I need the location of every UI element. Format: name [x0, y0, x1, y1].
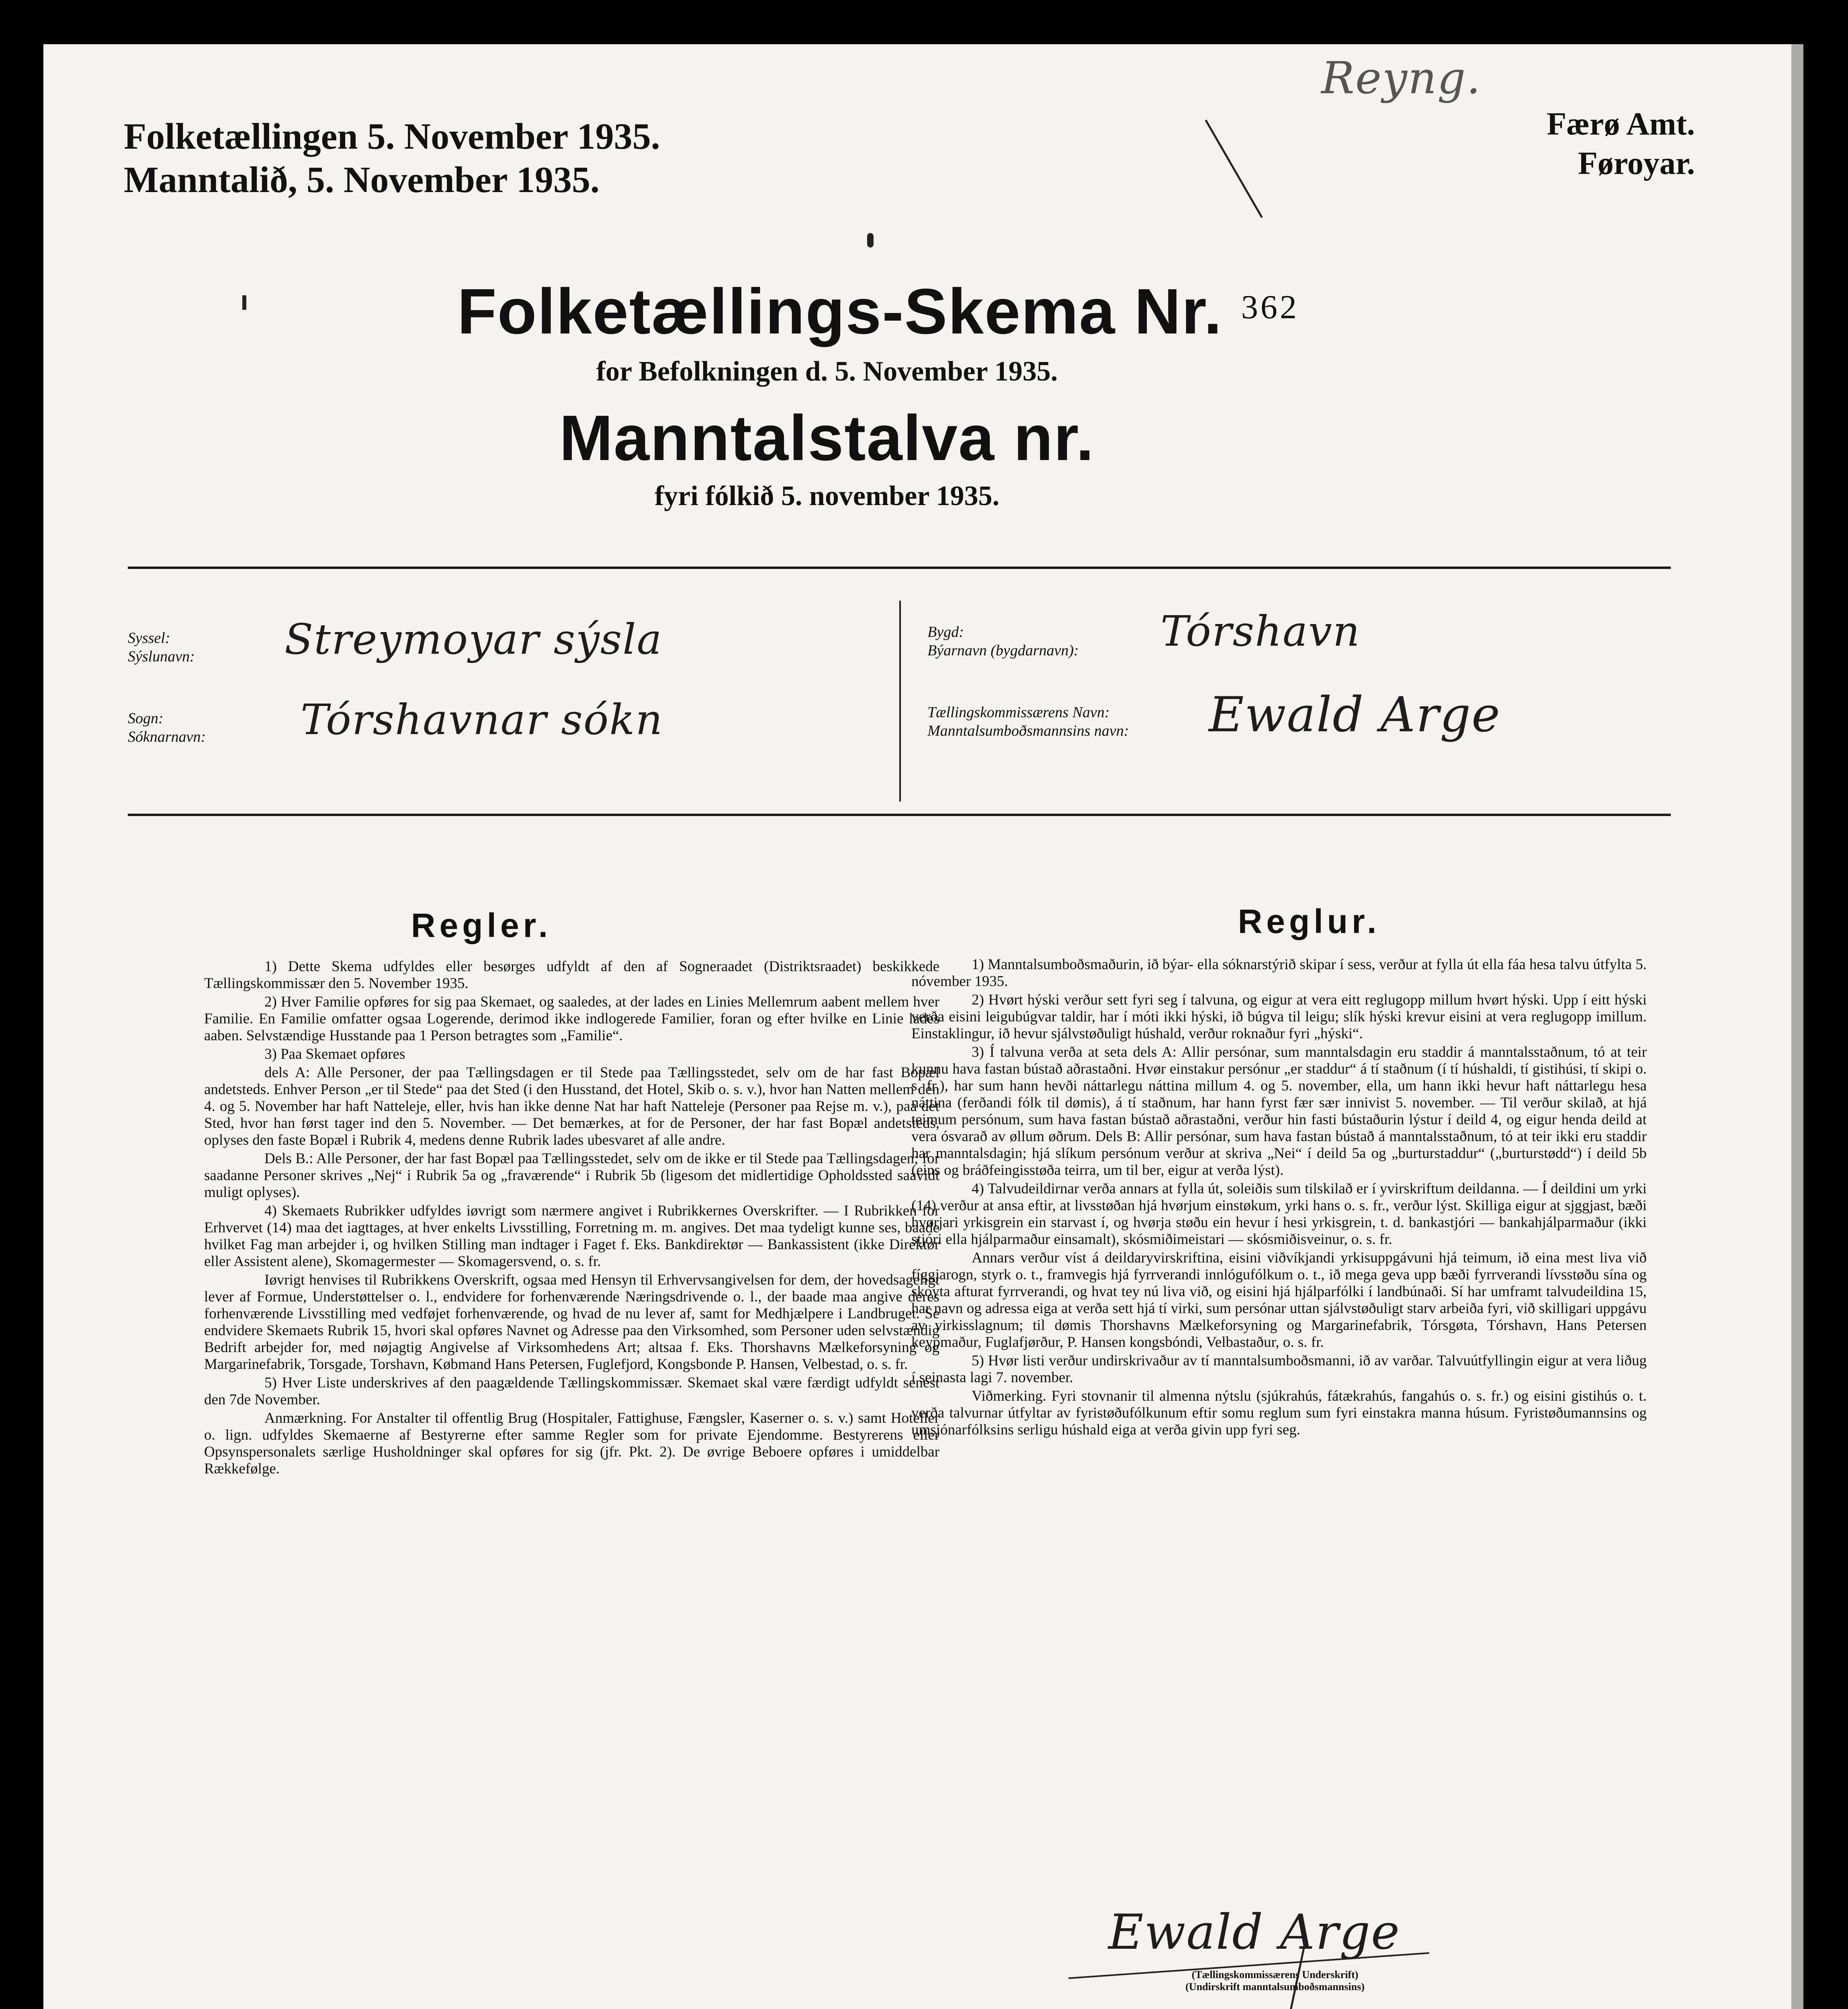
header-left [124, 115, 660, 201]
reglur-text [911, 956, 1647, 1440]
kommissaer-label-fo: Manntalsumboðsmannsins navn: [927, 722, 1129, 739]
regler-para-4: 4) Skemaets Rubrikker udfyldes iøvrigt som nærmere angivet i Rubrikkernes Overskrifter. — I Rubrikken for Erhvervet (14) maa det iagttages, at hver enkelts Livsstilling, Forretning m. m. angives. Det maa tydeligt kunne ses, baade hvilket Fag man arbejder i, og hvilken Stilling man indtager i Faget f. Eks. Bankdirektør — Bankassistent (ikke Direktør eller Assistent alene), Skomagermester — Skomagersvend, o. s. fr. [204, 1203, 939, 1270]
regler-para-3: 3) Paa Skemaet opføres [264, 1046, 405, 1062]
header-right [1547, 104, 1695, 183]
sogn-label-da: Sogn: [128, 710, 164, 727]
regler-anmaerkning: Anmærkning. For Anstalter til offentlig Brug (Hospitaler, Fattighuse, Fængsler, Kaserner o. s. v.) samt Hoteller o. lign. udfyldes Skemaerne af Bestyrerne efter samme Regler som for private Ejendomme. Bestyrerens eller Opsynspersonalets særlige Husholdninger skal opføres for sig (jfr. Pkt. 2). De øvrige Beboere opføres i umiddelbar Rækkefølge. [204, 1410, 939, 1477]
header-left-line2: Manntalið, 5. November 1935. [124, 159, 600, 200]
regler-para-1: 1) Dette Skema udfyldes eller besørges udfyldt af den af Sogneraadet (Distriktsraadet) beskikkede Tællingskommissær den 5. November 1935. [204, 958, 939, 992]
bygd-label [927, 623, 1079, 660]
syssel-value: Streymoyar sýsla [284, 615, 663, 664]
regler-para-3a: dels A: Alle Personer, der paa Tællingsdagen er til Stede paa Tællingsstedet, selv om de har fast Bopæl andetsteds. Enhver Person „er til Stede“ paa det Sted (i den Husstand, det Hotel, Skib o. s. v.), hvor han Natten mellem den 4. og 5. November har haft Natteleje, eller, hvis han ikke denne Nat har haft Natteleje (Personer paa Rejse m. v.), paa det Sted, hvor han først tager ind den 5. November. — Det bemærkes, at for de Personer, der har fast Bopæl andetsteds, oplyses den faste Bopæl i Rubrik 4, medens denne Rubrik lades ubesvaret af alle andre. [204, 1064, 939, 1148]
regler-heading: Regler. [411, 906, 552, 944]
regler-para-5: 5) Hver Liste underskrives af den paagældende Tællingskommissær. Skemaet skal være færdigt udfyldt senest den 7de November. [204, 1375, 939, 1408]
form-title-faroese: Manntalstalva nr. [559, 402, 1095, 474]
syssel-label-fo: Sýslunavn: [128, 648, 195, 665]
reglur-para-5: 5) Hvør listi verður undirskrivaður av tí manntalsumboðsmanni, ið av varðar. Talvuútfyllingin eigur at vera liðug í seinasta lagi 7. november. [911, 1352, 1647, 1386]
regler-text [204, 958, 939, 1479]
reglur-para-4b: Annars verður víst á deildaryvirskriftina, eisini viðvíkjandi yrkisuppgávuni hjá teimum, ið eina mest liva við fíggjarogn, styrk o. t., framvegis hjá fyrrverandi innlógufólkum o. t., ið mega geva upp bæði fyrrverandi lívsstøðu sína og skoyta afturat fyrrverandi, og hvat tey nú liva við, og eisini hjá hjálparfólki í landbúnaði. Sí har umframt talvudeildina 15, har navn og adressa eiga at verða sett hjá tí virki, sum persónar uttan sjálvstøðuligt starv arbeiða fyri, við skilligari uppgávu av virkisslagnum; til dømis Thorshavns Mælkeforsyning og Margarinefabrik, Tórsgøta, Tórshavn, Hans Petersen keypmaður, Fuglafjørður, P. Hansen kongsbóndi, Velbastaður, o. s. fr. [911, 1250, 1647, 1350]
form-title-text: Folketællings-Skema Nr. [457, 275, 1223, 347]
bygd-label-da: Bygd: [927, 624, 964, 640]
form-subtitle: for Befolkningen d. 5. November 1935. [596, 356, 1058, 387]
signature-handwriting: Ewald Arge [1108, 1905, 1401, 1960]
regler-para-2: 2) Hver Familie opføres for sig paa Skemaet, og saaledes, at der lades en Linies Mellemrum aabent mellem hver Familie. En Familie omfatter ogsaa Logerende, derimod ikke indlogerede Familier, foran og efter hvilke en Linie lades aaben. Selvstændige Husstande paa 1 Person betragtes som „Familie“. [204, 994, 939, 1044]
reglur-vidmerking: Viðmerking. Fyri stovnanir til almenna nýtslu (sjúkrahús, fátækrahús, fangahús o. s. fr.) og eisini gistihús o. t. verða talvurnar útfyltar av fyristøðufólkunum eftir somu reglum sum fyri einstakra manna húsum. Fyristøðumannsins og umsjónarfólksins serligu húshald eiga at verða givin upp fyri seg. [911, 1388, 1647, 1438]
scan-mark-1 [1205, 120, 1263, 218]
bygd-value: Tórshavn [1160, 607, 1361, 656]
syssel-label [128, 629, 195, 666]
right-edge-shadow [1791, 44, 1803, 2009]
header-left-line1: Folketællingen 5. November 1935. [124, 116, 660, 157]
top-rule [128, 567, 1671, 569]
reglur-para-1: 1) Manntalsumboðsmaðurin, ið býar- ella sóknarstýrið skipar í sess, verður at fylla út ella fáa hesa talvu útfylta 5. nóvember 1935. [911, 956, 1647, 990]
field-divider [899, 601, 901, 802]
pencil-note: Reyng. [1321, 52, 1482, 104]
bygd-label-fo: Býarnavn (bygdarnavn): [927, 642, 1079, 659]
header-right-line2: Føroyar. [1578, 146, 1695, 181]
census-form-sheet [43, 44, 1803, 2009]
sogn-label [128, 709, 206, 746]
reglur-heading: Reglur. [1238, 902, 1381, 940]
syssel-label-da: Syssel: [128, 630, 170, 646]
form-number: 362 [1241, 288, 1299, 326]
reglur-para-2: 2) Hvørt hýski verður sett fyri seg í talvuna, og eigur at vera eitt reglugopp millum hvørt hýski. Upp í eitt hýski verða eisini leigubúgvar taldir, har í móti ikki hýski, ið búgva til leigu; slík hýski krevur eisini at vera reglugopp imillum. Einstaklingur, ið hevur sjálvstøðuligt húshald, verður roknaður fyri „hýski“. [911, 992, 1647, 1042]
form-subtitle-faroese: fyri fólkið 5. november 1935. [654, 481, 1000, 511]
header-right-line1: Færø Amt. [1547, 106, 1695, 142]
bottom-rule [128, 814, 1671, 816]
regler-para-3b: Dels B.: Alle Personer, der har fast Bopæl paa Tællingsstedet, selv om de ikke er til Stede paa Tællingsdagen; for saadanne Personer skrives „Nej“ i Rubrik 5a og „fraværende“ i Rubrik 5b (ligesom det midlertidige Opholdssted saavidt muligt oplyses). [204, 1150, 939, 1201]
kommissaer-label-da: Tællingskommissærens Navn: [927, 704, 1110, 721]
scan-mark-3 [242, 295, 246, 310]
reglur-para-4: 4) Talvudeildirnar verða annars at fylla út, soleiðis sum tilskilað er í yvirskriftum deildanna. — Í deildini um yrki (14) verður at ansa eftir, at livsstøðan hjá hvørjum einstøkum, yrki hans o. s. fr., verður lýst. Skilliga eigur at sjggjast, bæði hvørjari yrkisgrein ein starvast í, og hvørja støðu ein hevur í hesi yrkisgrein, t. d. bankastjóri — bankahjálparmaður (ikki stjóri ella hjálparmaður einsamalt), skósmiðimeistari — skósmiðisveinur, o. s. fr. [911, 1180, 1647, 1248]
kommissaer-label [927, 703, 1129, 740]
scan-mark-2 [867, 233, 874, 248]
signature-caption-da: (Tællingskommissærens Underskrift) [1191, 1969, 1359, 1980]
regler-para-4b: Iøvrigt henvises til Rubrikkens Overskrift, ogsaa med Hensyn til Erhvervsangivelsen for dem, der hovedsageligt lever af Formue, Understøttelser o. l., endvidere for forhenværende Næringsdrivende o. l., der baade maa angive deres forhenværende Livsstilling med vedføjet forhenværende, og hvad de nu lever af, samt for Medhjælpere i Landbruget. Se endvidere Skemaets Rubrik 15, hvori skal opføres Navnet og Adresse paa den Virksomhed, som Personer uden selvstændig Bedrift arbejder for, med nøjagtig Angivelse af Virksomhedens Art; altsaa f. Eks. Thorshavns Mælkeforsyning og Margarinefabrik, Torsgade, Torshavn, Købmand Hans Petersen, Fuglefjord, Kongsbonde P. Hansen, Velbestad, o. s. fr. [204, 1272, 939, 1373]
form-title [457, 271, 1299, 348]
signature-caption [1104, 1969, 1446, 1993]
signature-caption-fo: (Undirskrift manntalsumboðsmannsins) [1185, 1981, 1365, 1993]
reglur-para-3: 3) Í talvuna verða at seta dels A: Allir persónar, sum manntalsdagin eru staddir á manntalsstaðnum, tó at teir kunnu hava fastan bústað aðrastaðni. Hvør einstakur persónur „er staddur“ á tí staðnum (í tí húshaldi, tí gistihúsi, tí skipi o. s. fr.), har sum hann hevði náttarlegu náttina millum 4. og 5. november, ella, um hann ikki hevur haft náttarlegu hesa náttina (ferðandi fólk til dømis), á tí staðnum, har hann fyrst fær sær innivist 5. november. — Til verður skilað, at hjá teimum persónum, sum hava fastan bústað aðrastaðni, verður hin fasti bústaðurin lýstur í deild 4, og eigur henda deild at vera ósvarað av øllum øðrum. Dels B: Allir persónar, sum hava fastan bústað á manntalsstaðnum, tó at teir ikki eru staddir har manntalsdagin; hjá slíkum persónum verður at skriva „Nei“ í deild 5a og „burturstaddur“ („burturstødd“) í deild 5b (eins og bráðfeingisstøða teirra, um til ber, eigur at verða lýst). [911, 1044, 1647, 1178]
sogn-value: Tórshavnar sókn [301, 695, 663, 744]
kommissaer-value: Ewald Arge [1209, 687, 1501, 743]
sogn-label-fo: Sóknarnavn: [128, 728, 206, 745]
